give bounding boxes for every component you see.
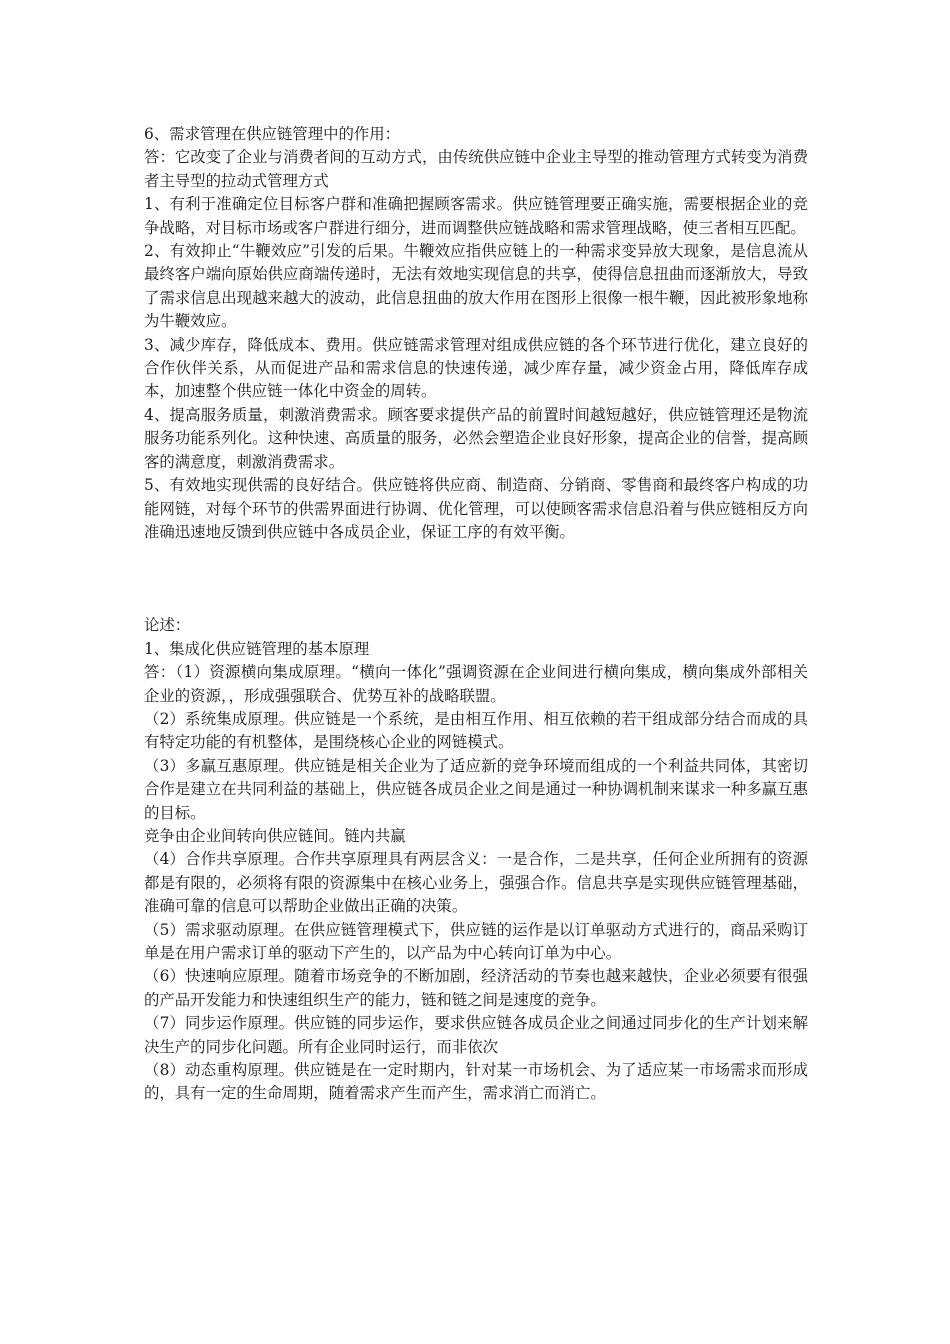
section-heading-demand-management: 6、需求管理在供应链管理中的作用： xyxy=(144,125,401,143)
principle-paragraph-3: （3）多赢互惠原理。供应链是相关企业为了适应新的竞争环境而组成的一个利益共同体，其密切合作是建立在共同利益的基础上，供应链各成员企业之间是通过一种协调机制来谋求一种多赢互惠的目标。 xyxy=(144,756,808,822)
section-heading-discussion: 论述： xyxy=(144,616,191,635)
subheading-integrated-supply-chain: 1、集成化供应链管理的基本原理 xyxy=(144,639,370,658)
section-spacer xyxy=(144,544,808,614)
principle-paragraph-2: （2）系统集成原理。供应链是一个系统，是由相互作用、相互依赖的若干组成部分结合而成的具有特定功能的有机整体，是围绕核心企业的网链模式。 xyxy=(144,709,808,752)
note-line: 竞争由企业间转向供应链间。链内共赢 xyxy=(144,826,406,845)
principle-paragraph-4: （4）合作共享原理。合作共享原理具有两层含义：一是合作，二是共享，任何企业所拥有的资源都是有限的，必须将有限的资源集中在核心业务上，强强合作。信息共享是实现供应链管理基础，准确可靠的信息可以帮助企业做出正确的决策。 xyxy=(144,850,808,916)
point-5: 5、有效地实现供需的良好结合。供应链将供应商、制造商、分销商、零售商和最终客户构成的功能网链，对每个环节的供需界面进行协调、优化管理，可以使顾客需求信息沿着与供应链相反方向准确迅速地反馈到供应链中各成员企业，保证工序的有效平衡。 xyxy=(144,476,808,541)
document-page xyxy=(144,123,808,1106)
principle-paragraph-5: （5）需求驱动原理。在供应链管理模式下，供应链的运作是以订单驱动方式进行的，商品采购订单是在用户需求订单的驱动下产生的，以产品为中心转向订单为中心。 xyxy=(144,920,808,962)
principle-paragraph-7: （7）同步运作原理。供应链的同步运作，要求供应链各成员企业之间通过同步化的生产计划来解决生产的同步化问题。所有企业同时运行，而非依次 xyxy=(144,1014,808,1056)
principle-paragraph-8: （8）动态重构原理。供应链是在一定时期内，针对某一市场机会、为了适应某一市场需求而形成的，具有一定的生命周期，随着需求产生而产生，需求消亡而消亡。 xyxy=(144,1061,808,1103)
principle-paragraph-6: （6）快速响应原理。随着市场竞争的不断加剧，经济活动的节奏也越来越快，企业必须要有很强的产品开发能力和快速组织生产的能力，链和链之间是速度的竞争。 xyxy=(144,967,808,1009)
answer-paragraph: 答：它改变了企业与消费者间的互动方式，由传统供应链中企业主导型的推动管理方式转变为消费者主导型的拉动式管理方式 xyxy=(144,148,808,190)
point-1: 1、有利于准确定位目标客户群和准确把握顾客需求。供应链管理要正确实施，需要根据企业的竞争战略，对目标市场或客户群进行细分，进而调整供应链战略和需求管理战略，使三者相互匹配。 xyxy=(144,195,808,237)
principle-paragraph-1: 答：（1）资源横向集成原理。“横向一体化”强调资源在企业间进行横向集成，横向集成外部相关企业的资源，，形成强强联合、优势互补的战略联盟。 xyxy=(144,663,808,705)
point-2: 2、有效抑止“牛鞭效应”引发的后果。牛鞭效应指供应链上的一种需求变异放大现象，是信息流从最终客户端向原始供应商端传递时，无法有效地实现信息的共享，使得信息扭曲而逐渐放大，导致了需求信息出现越来越大的波动，此信息扭曲的放大作用在图形上很像一根牛鞭，因此被形象地称为牛鞭效应。 xyxy=(144,242,808,331)
point-3: 3、减少库存，降低成本、费用。供应链需求管理对组成供应链的各个环节进行优化，建立良好的合作伙伴关系，从而促进产品和需求信息的快速传递，减少库存量，减少资金占用，降低库存成本，加速整个供应链一体化中资金的周转。 xyxy=(144,335,808,401)
point-4: 4、提高服务质量，刺激消费需求。顾客要求提供产品的前置时间越短越好，供应链管理还是物流服务功能系列化。这种快速、高质量的服务，必然会塑造企业良好形象，提高企业的信誉，提高顾客的满意度，刺激消费需求。 xyxy=(144,405,808,471)
